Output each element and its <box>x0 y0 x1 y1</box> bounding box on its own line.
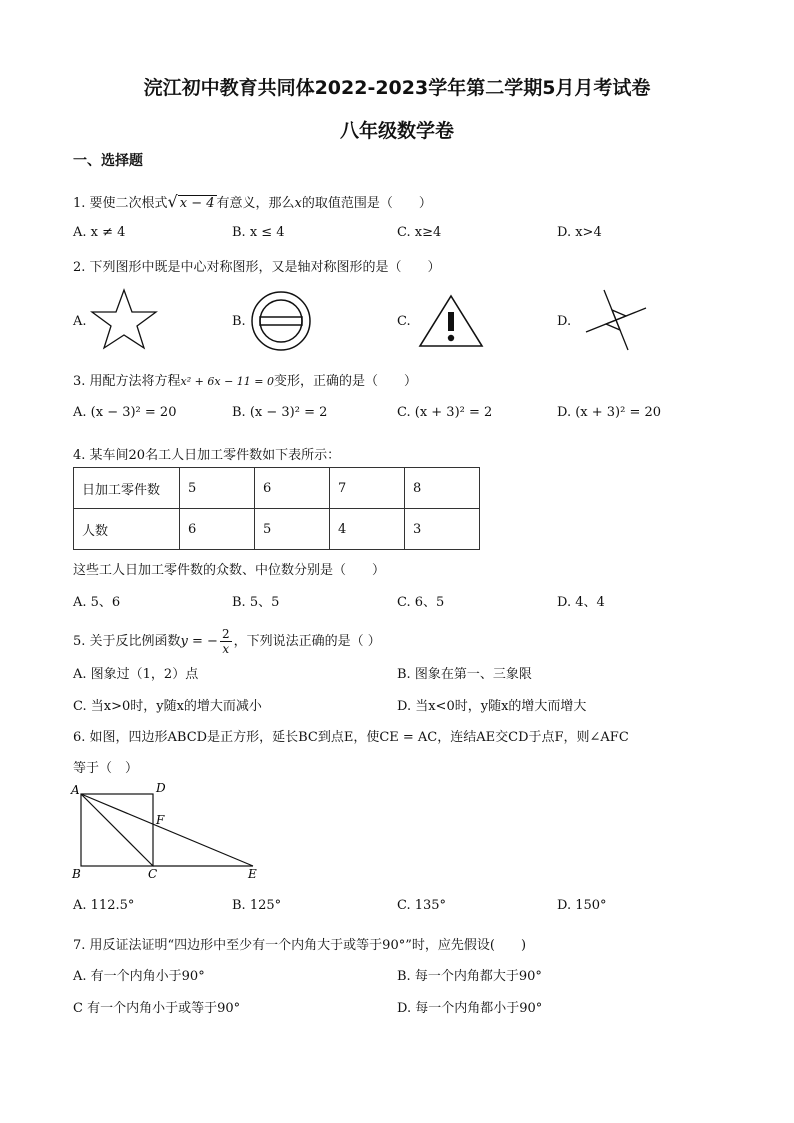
q5-function-lhs: y = − <box>180 634 218 649</box>
q1-option-d[interactable]: D. x>4 <box>557 225 602 240</box>
q7-option-a[interactable]: A. 有一个内角小于90° <box>73 969 205 984</box>
question-7-stem: 7. 用反证法证明“四边形中至少有一个内角大于或等于90°”时，应先假设( ) <box>73 938 527 953</box>
q5-option-a[interactable]: A. 图象过（1，2）点 <box>73 667 199 682</box>
question-2-stem: 2. 下列图形中既是中心对称图形，又是轴对称图形的是（ ） <box>73 260 441 275</box>
q4-option-d[interactable]: D. 4、4 <box>557 595 605 610</box>
q1-radicand: x − 4 <box>179 196 215 211</box>
section-heading: 一、选择题 <box>73 153 143 169</box>
q5-denominator: x <box>222 642 230 656</box>
q2-option-d[interactable]: D. <box>557 314 572 329</box>
question-3-stem <box>73 370 417 389</box>
q2-option-b[interactable]: B. <box>232 314 246 329</box>
warning-triangle-figure <box>418 294 484 348</box>
q1-text-c: 的取值范围是（ ） <box>301 196 432 211</box>
q4-follow-up: 这些工人日加工零件数的众数、中位数分别是（ ） <box>73 563 386 578</box>
q3-equation: x² + 6x − 11 = 0 <box>180 375 274 388</box>
q2-option-a[interactable]: A. <box>73 314 87 329</box>
q7-option-d[interactable]: D. 每一个内角都小于90° <box>397 1001 543 1016</box>
q4-table <box>73 467 480 550</box>
table-cell: 6 <box>180 509 255 550</box>
table-cell: 5 <box>180 468 255 509</box>
table-row <box>74 468 480 509</box>
table-cell: 7 <box>330 468 405 509</box>
question-4-stem: 4. 某车间20名工人日加工零件数如下表所示： <box>73 448 341 463</box>
table-row <box>74 509 480 550</box>
table-cell: 4 <box>330 509 405 550</box>
table-cell: 3 <box>405 509 480 550</box>
table-cell: 日加工零件数 <box>74 468 180 509</box>
q5-numerator: 2 <box>221 627 230 641</box>
circle-bar-figure <box>250 290 312 352</box>
exam-subtitle: 八年级数学卷 <box>339 120 454 142</box>
question-5-stem <box>73 627 381 656</box>
table-cell: 6 <box>255 468 330 509</box>
q6-option-c[interactable]: C. 135° <box>397 898 447 913</box>
label-a: A <box>71 783 80 797</box>
q4-option-a[interactable]: A. 5、6 <box>73 595 121 610</box>
question-6-stem: 6. 如图，四边形ABCD是正方形，延长BC到点E，使CE = AC，连结AE交CD于点F，则∠AFC <box>73 730 629 745</box>
exam-title: 浣江初中教育共同体2022-2023学年第二学期5月月考试卷 <box>143 77 651 99</box>
question-6-stem-continued: 等于（ ） <box>73 761 139 776</box>
q6-option-a[interactable]: A. 112.5° <box>73 898 135 913</box>
q1-option-c[interactable]: C. x≥4 <box>397 225 442 240</box>
label-f: F <box>156 813 165 827</box>
sqrt-symbol: √ <box>167 192 178 211</box>
square-geometry-figure <box>68 780 268 884</box>
q5-text-b: ，下列说法正确的是（ ） <box>233 634 381 649</box>
q3-text-a: 3. 用配方法将方程 <box>73 374 181 389</box>
q5-option-c[interactable]: C. 当x>0时，y随x的增大而减小 <box>73 699 262 714</box>
q5-option-b[interactable]: B. 图象在第一、三象限 <box>397 667 532 682</box>
q1-variable: x <box>294 196 302 211</box>
q5-fraction <box>220 627 232 656</box>
star-figure <box>88 288 160 350</box>
question-1-stem <box>73 192 432 211</box>
table-cell: 8 <box>405 468 480 509</box>
q3-option-b[interactable]: B. (x − 3)² = 2 <box>232 405 328 420</box>
q1-option-a[interactable]: A. x ≠ 4 <box>73 225 126 240</box>
q1-text-b: 有意义，那么 <box>216 196 295 211</box>
q5-option-d[interactable]: D. 当x<0时，y随x的增大而增大 <box>397 699 587 714</box>
label-e: E <box>248 867 257 881</box>
q3-option-c[interactable]: C. (x + 3)² = 2 <box>397 405 493 420</box>
q7-option-c[interactable]: C 有一个内角小于或等于90° <box>73 1001 241 1016</box>
q4-option-c[interactable]: C. 6、5 <box>397 595 445 610</box>
q4-option-b[interactable]: B. 5、5 <box>232 595 280 610</box>
table-cell: 人数 <box>74 509 180 550</box>
pinwheel-figure <box>582 286 650 354</box>
q3-text-b: 变形，正确的是（ ） <box>274 374 418 389</box>
label-b: B <box>72 867 81 881</box>
q3-option-a[interactable]: A. (x − 3)² = 20 <box>73 405 177 420</box>
q6-option-d[interactable]: D. 150° <box>557 898 607 913</box>
q7-option-b[interactable]: B. 每一个内角都大于90° <box>397 969 542 984</box>
q1-text-a: 1. 要使二次根式 <box>73 196 168 211</box>
table-cell: 5 <box>255 509 330 550</box>
q3-option-d[interactable]: D. (x + 3)² = 20 <box>557 405 662 420</box>
q2-option-c[interactable]: C. <box>397 314 411 329</box>
label-d: D <box>156 781 166 795</box>
q5-text-a: 5. 关于反比例函数 <box>73 634 181 649</box>
label-c: C <box>148 867 158 881</box>
q1-option-b[interactable]: B. x ≤ 4 <box>232 225 285 240</box>
q6-option-b[interactable]: B. 125° <box>232 898 282 913</box>
